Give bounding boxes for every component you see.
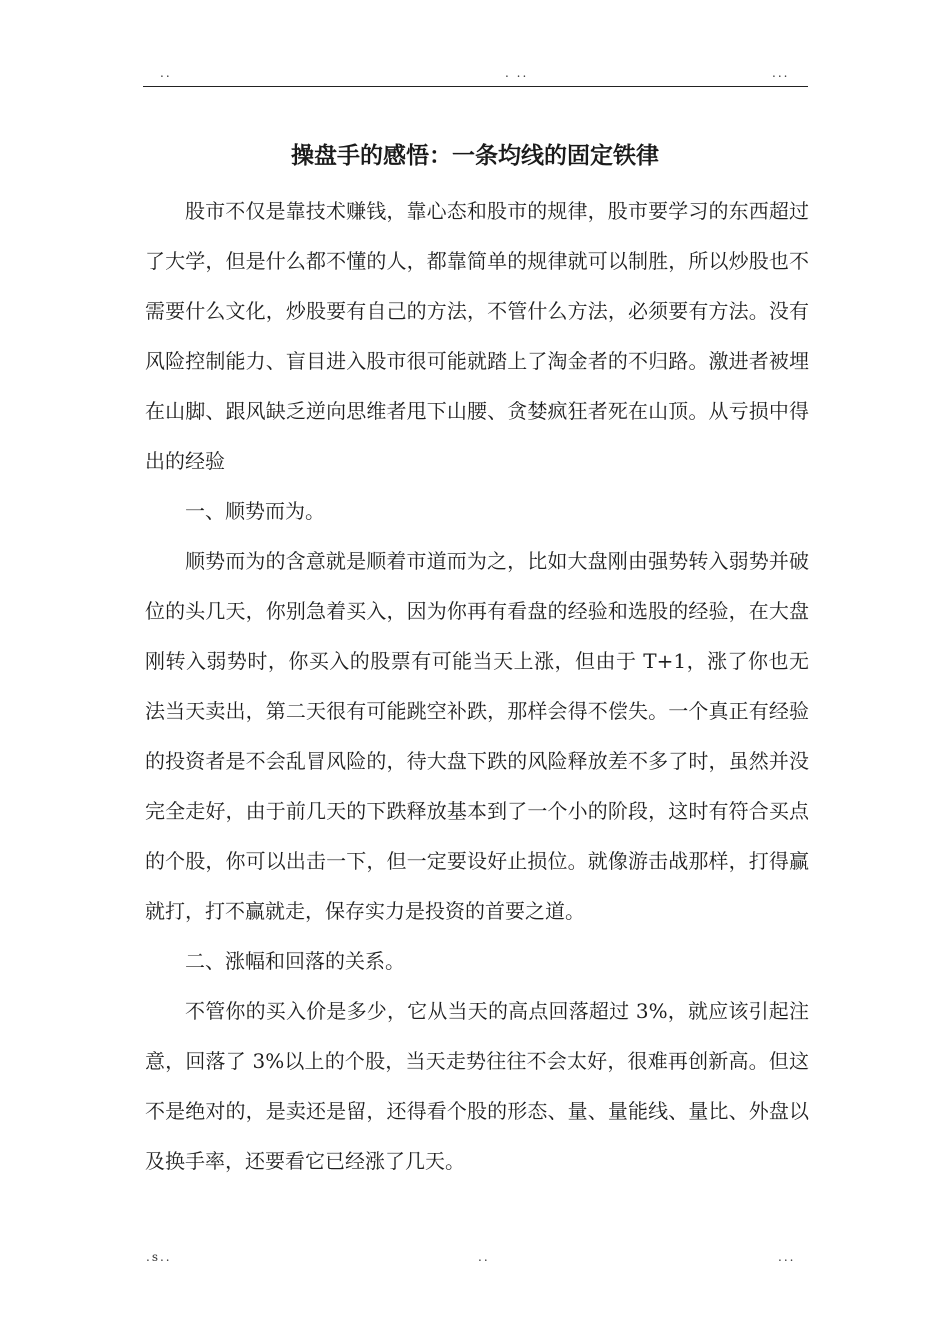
footer-left-mark: .s.. (146, 1250, 172, 1264)
header-center-mark: . .. (505, 66, 529, 80)
footer-right-mark: ... (778, 1250, 796, 1264)
header-divider (143, 86, 808, 87)
header-right-mark: ... (772, 66, 790, 80)
paragraph-intro: 股市不仅是靠技术赚钱，靠心态和股市的规律，股市要学习的东西超过了大学，但是什么都不懂的人，都靠简单的规律就可以制胜，所以炒股也不需要什么文化，炒股要有自己的方法，不管什么方法，必须要有方法。没有风险控制能力、盲目进入股市很可能就踏上了淘金者的不归路。激进者被埋在山脚、跟风缺乏逆向思维者甩下山腰、贪婪疯狂者死在山顶。从亏损中得出的经验 (145, 199, 809, 473)
document-body (145, 186, 809, 1186)
paragraph-section-2: 不管你的买入价是多少，它从当天的高点回落超过 3%，就应该引起注意，回落了 3%以上的个股，当天走势往往不会太好，很难再创新高。但这不是绝对的，是卖还是留，还得看个股的形态、量、量能线、量比、外盘以及换手率，还要看它已经涨了几天。 (145, 999, 809, 1173)
footer-center-mark: .. (478, 1250, 490, 1264)
header-left-mark: .. (160, 66, 172, 80)
paragraph-section-1: 顺势而为的含意就是顺着市道而为之，比如大盘刚由强势转入弱势并破位的头几天，你别急着买入，因为你再有看盘的经验和选股的经验，在大盘刚转入弱势时，你买入的股票有可能当天上涨，但由于 T+1，涨了你也无法当天卖出，第二天很有可能跳空补跌，那样会得不偿失。一个真正有经验的投资者是不会乱冒风险的，待大盘下跌的风险释放差不多了时，虽然并没完全走好，由于前几天的下跌释放基本到了一个小的阶段，这时有符合买点的个股，你可以出击一下，但一定要设好止损位。就像游击战那样，打得赢就打，打不赢就走，保存实力是投资的首要之道。 (145, 549, 809, 923)
section-heading-1: 一、顺势而为。 (185, 499, 325, 523)
section-heading-2: 二、涨幅和回落的关系。 (185, 949, 405, 973)
document-title: 操盘手的感悟：一条均线的固定铁律 (291, 143, 659, 170)
